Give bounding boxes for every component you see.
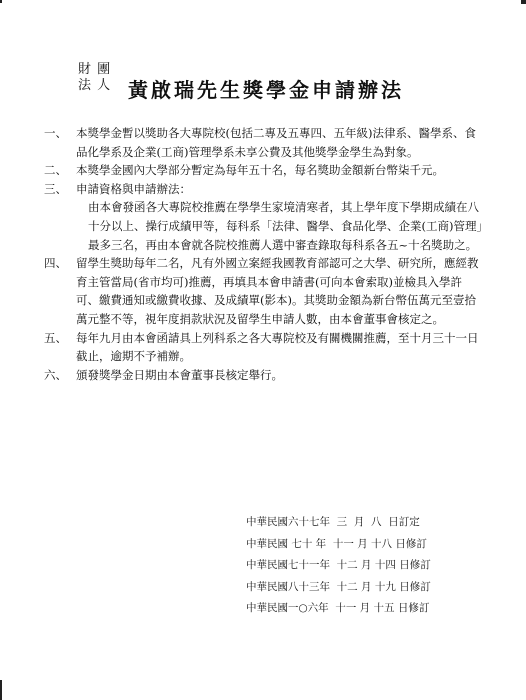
prefix-line-1: 財 團 bbox=[78, 62, 112, 77]
item-number: 五、 bbox=[44, 330, 67, 345]
item-text: 本獎學金暫以獎助各大專院校(包括二專及五專四、五年級)法律系、醫學系、食品化學系及企業(工商)管理學系未享公費及其他獎學金學生為對象。 bbox=[76, 126, 476, 159]
item-text: 頒發獎學金日期由本會董事長核定舉行。 bbox=[76, 367, 283, 382]
regulation-item bbox=[44, 180, 484, 254]
revision-date: 中華民國八十三年 十二 月 十九 日修訂 bbox=[246, 580, 431, 593]
regulation-item bbox=[44, 329, 484, 366]
item-number: 三、 bbox=[44, 181, 67, 196]
item-number: 四、 bbox=[44, 256, 67, 271]
regulation-item bbox=[44, 254, 484, 328]
item-number: 一、 bbox=[44, 126, 67, 140]
document-header bbox=[78, 62, 458, 102]
item-subtext: 由本會發函各大專院校推薦在學學生家境清寒者，其上學年度下學期成績在八十分以上、操行成績甲等，每科系「法律、醫學、食品化學、企業(工商)管理」最多三名，再由本會就各院校推薦人選中審查錄取每科系各五~十名獎助之。 bbox=[88, 200, 483, 252]
scan-speck bbox=[0, 680, 2, 700]
item-text: 每年九月由本會函請具上列科系之各大專院校及有關機關推薦，至十月三十一日截止，逾期不予補辦。 bbox=[76, 330, 479, 364]
regulation-item bbox=[44, 161, 484, 180]
item-text: 留學生獎助每年二名，凡有外國立案經我國教育部認可之大學、研究所，應經教育主管當局(省市均可)推薦，再填具本會申請書(可向本會索取)並檢具入學許可、繳費通知或繳費收據、及成績單(影本)。其獎助金額為新台幣伍萬元至壹拾萬元整不等，視年度捐款狀況及留學生申請人數，由本會董事會核定之。 bbox=[76, 256, 479, 326]
scan-speck bbox=[521, 0, 526, 4]
item-number: 六、 bbox=[44, 367, 67, 382]
item-number: 二、 bbox=[44, 163, 67, 178]
revision-date: 中華民國六十七年 三 月 八 日訂定 bbox=[246, 516, 420, 528]
document-title: 黃啟瑞先生獎學金申請辦法 bbox=[128, 78, 404, 102]
revision-date: 中華民國一○六年 十一 月 十五 日修訂 bbox=[246, 602, 430, 614]
item-body bbox=[76, 180, 484, 254]
scan-speck bbox=[0, 0, 2, 3]
item-text: 本獎學金國內大學部分暫定為每年五十名，每名獎助金額新台幣柒千元。 bbox=[76, 163, 444, 178]
regulation-item bbox=[44, 124, 484, 161]
revision-date: 中華民國 七十 年 十一 月 十八 日修訂 bbox=[246, 537, 427, 550]
prefix-line-2: 法 人 bbox=[78, 78, 112, 93]
organization-type-label bbox=[78, 62, 111, 94]
item-text: 申請資格與申請辦法： bbox=[76, 181, 191, 196]
regulation-item bbox=[44, 366, 484, 385]
revision-history bbox=[246, 512, 486, 620]
regulation-list bbox=[44, 124, 484, 384]
revision-date: 中華民國七十一年 十二 月 十四 日修訂 bbox=[246, 559, 431, 571]
